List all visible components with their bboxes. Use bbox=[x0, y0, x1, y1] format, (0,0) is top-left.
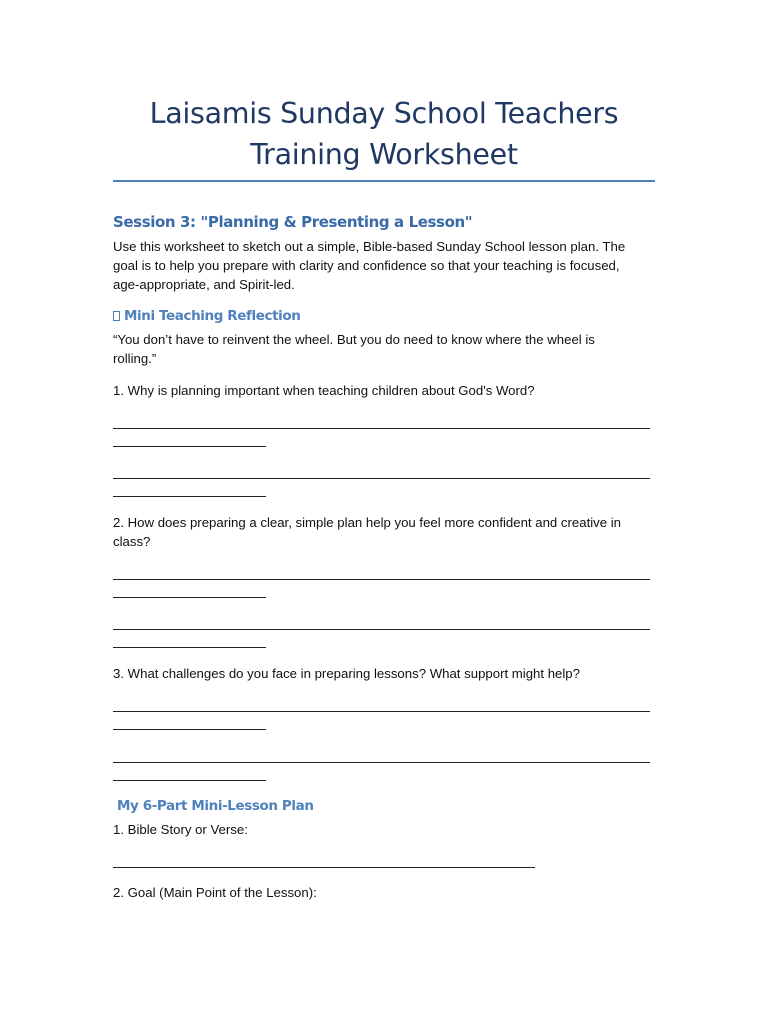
missing-glyph-icon bbox=[113, 311, 120, 321]
question-2 bbox=[113, 513, 655, 551]
title-underline bbox=[113, 180, 655, 182]
answer-line[interactable] bbox=[113, 428, 650, 429]
intro-paragraph bbox=[113, 237, 655, 294]
answer-line[interactable] bbox=[113, 597, 266, 598]
answer-line[interactable] bbox=[113, 629, 650, 630]
answer-line[interactable] bbox=[113, 647, 266, 648]
question-3: 3. What challenges do you face in preparing lessons? What support might help? bbox=[113, 666, 580, 681]
answer-line[interactable] bbox=[113, 446, 266, 447]
document-title bbox=[113, 93, 655, 175]
intro-line-2: goal is to help you prepare with clarity and confidence so that your teaching is focused, bbox=[113, 258, 620, 273]
title-line-1: Laisamis Sunday School Teachers bbox=[149, 97, 619, 130]
lesson-plan-item-2: 2. Goal (Main Point of the Lesson): bbox=[113, 885, 317, 900]
answer-line[interactable] bbox=[113, 780, 266, 781]
session-heading: Session 3: "Planning & Presenting a Lesson" bbox=[113, 213, 473, 231]
answer-line[interactable] bbox=[113, 762, 650, 763]
lesson-plan-item-1: 1. Bible Story or Verse: bbox=[113, 822, 248, 837]
reflection-heading-text: Mini Teaching Reflection bbox=[124, 308, 301, 324]
intro-line-3: age-appropriate, and Spirit-led. bbox=[113, 277, 295, 292]
question-2-line-2: class? bbox=[113, 534, 151, 549]
answer-line[interactable] bbox=[113, 729, 266, 730]
title-line-2: Training Worksheet bbox=[250, 138, 518, 171]
answer-line[interactable] bbox=[113, 496, 266, 497]
answer-line[interactable] bbox=[113, 478, 650, 479]
question-2-line-1: 2. How does preparing a clear, simple plan help you feel more confident and creative in bbox=[113, 515, 622, 530]
quote-line-2: rolling.” bbox=[113, 351, 157, 366]
answer-line[interactable] bbox=[113, 711, 650, 712]
reflection-quote bbox=[113, 330, 655, 368]
answer-line[interactable] bbox=[113, 579, 650, 580]
answer-line[interactable] bbox=[113, 867, 535, 868]
question-1: 1. Why is planning important when teaching children about God's Word? bbox=[113, 383, 535, 398]
reflection-heading bbox=[113, 308, 300, 324]
lesson-plan-heading: My 6-Part Mini-Lesson Plan bbox=[117, 798, 314, 814]
quote-line-1: “You don’t have to reinvent the wheel. But you do need to know where the wheel is bbox=[113, 332, 595, 347]
intro-line-1: Use this worksheet to sketch out a simple, Bible-based Sunday School lesson plan. The bbox=[113, 239, 626, 254]
